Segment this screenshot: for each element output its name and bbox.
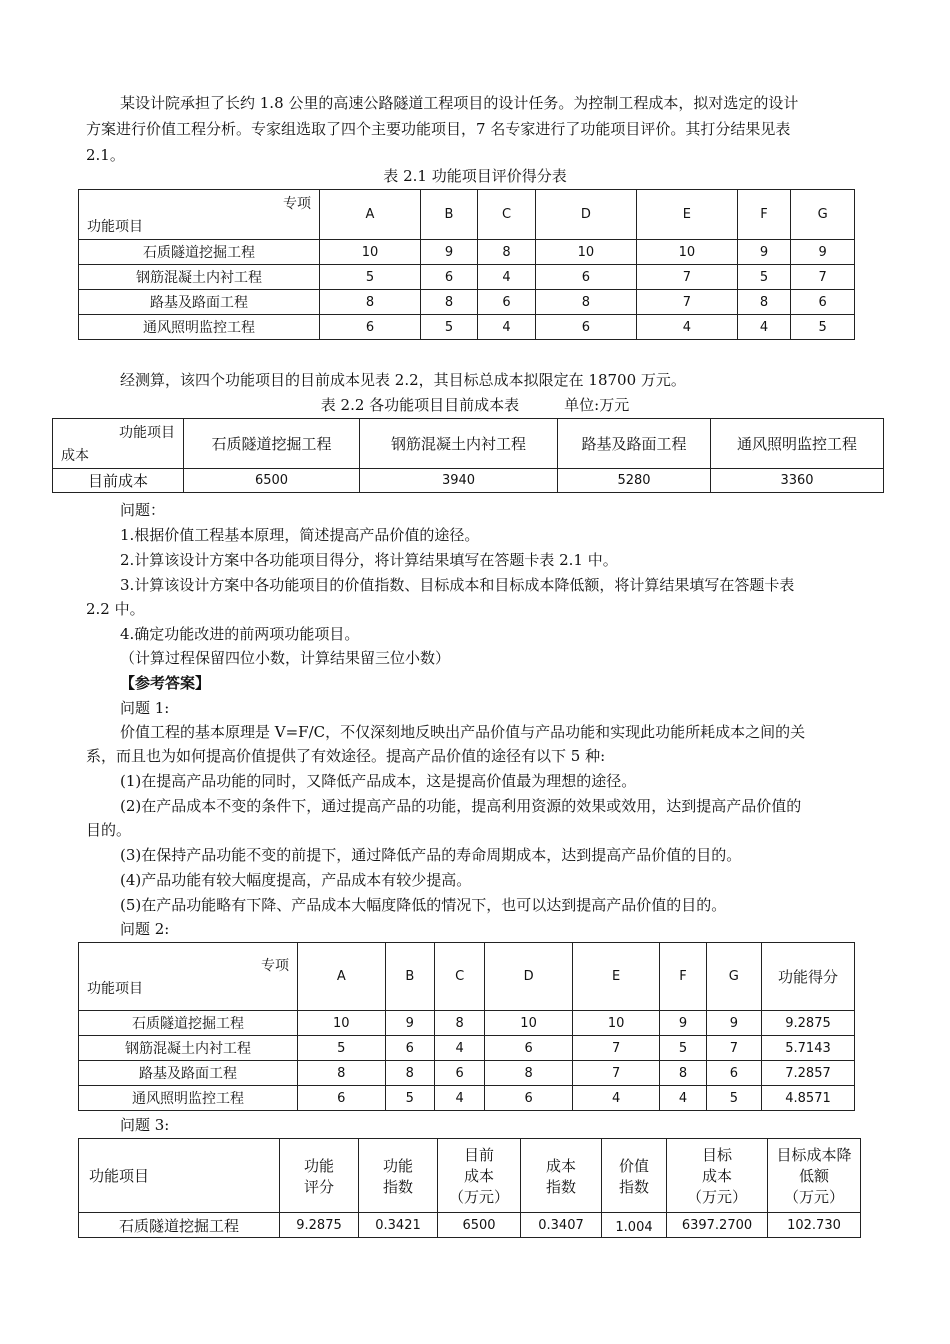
table4-header-cost-line: （万元） xyxy=(448,1188,509,1206)
table4-cell-reduction: 102.730 xyxy=(768,1213,861,1238)
answer-point-1: (1)在提高产品功能的同时，又降低产品成本，这是提高价值最为理想的途径。 xyxy=(120,772,637,790)
answer-point-4: (4)产品功能有较大幅度提高，产品成本有较少提高。 xyxy=(120,871,472,889)
table1-row-name: 通风照明监控工程 xyxy=(79,315,320,340)
table-row xyxy=(79,315,855,340)
table3-row-name: 路基及路面工程 xyxy=(79,1061,298,1086)
table4-row-name: 石质隧道挖掘工程 xyxy=(79,1213,280,1238)
table4-header-reduction-line: 目标成本降 xyxy=(776,1146,852,1164)
table1-cell: 6 xyxy=(420,265,477,290)
table3-row-name: 通风照明监控工程 xyxy=(79,1086,298,1111)
table1-cell: 8 xyxy=(420,290,477,315)
questions-title: 问题： xyxy=(120,501,166,519)
table1-cell: 6 xyxy=(535,265,636,290)
table3-cell: 9 xyxy=(385,1011,435,1036)
table3-total: 9.2875 xyxy=(762,1011,855,1036)
table3-cell: 6 xyxy=(298,1086,386,1111)
answer-1-line-1: 价值工程的基本原理是 V=F/C，不仅深刻地反映出产品价值与产品功能和实现此功能所耗成本之间的关 xyxy=(120,723,806,741)
table3-header-score: 功能得分 xyxy=(762,943,855,1011)
table4-cell-f-index: 0.3421 xyxy=(359,1213,438,1238)
table4-header-target-line: 目标 xyxy=(701,1146,732,1164)
table3-cell: 6 xyxy=(435,1061,485,1086)
table4-cell-c-index: 0.3407 xyxy=(521,1213,602,1238)
table2-header: 石质隧道挖掘工程 xyxy=(184,419,360,469)
table-row xyxy=(79,1036,855,1061)
table2-cell: 3360 xyxy=(711,469,884,493)
table3-cell: 4 xyxy=(435,1086,485,1111)
table1-row-name: 路基及路面工程 xyxy=(79,290,320,315)
table3-cell: 6 xyxy=(485,1086,573,1111)
table-row xyxy=(79,1011,855,1036)
table3-cell: 6 xyxy=(385,1036,435,1061)
table3-cell: 9 xyxy=(706,1011,761,1036)
answer-point-3: (3)在保持产品功能不变的前提下，通过降低产品的寿命周期成本，达到提高产品价值的目的。 xyxy=(120,846,742,864)
table4-header-target-line: 成本 xyxy=(701,1167,732,1185)
question-3-line-1: 3.计算该设计方案中各功能项目的价值指数、目标成本和目标成本降低额，将计算结果填写在答题卡表 xyxy=(120,576,795,594)
table-row xyxy=(79,1086,855,1111)
table3-cell: 5 xyxy=(385,1086,435,1111)
table1-cell: 4 xyxy=(737,315,790,340)
table1-header-expert: F xyxy=(737,190,790,240)
table4-header-score-line: 评分 xyxy=(303,1177,334,1196)
table4-header-cost xyxy=(438,1139,521,1213)
table4-header-target xyxy=(667,1139,768,1213)
table4-header-target-line: （万元） xyxy=(686,1188,747,1206)
table2-cell: 6500 xyxy=(184,469,360,493)
table2-header: 路基及路面工程 xyxy=(558,419,711,469)
table3-cell: 5 xyxy=(706,1086,761,1111)
table1-cell: 5 xyxy=(420,315,477,340)
table2-corner-bottom: 成本 xyxy=(61,448,89,464)
table4-value-analysis-table xyxy=(78,1138,861,1238)
table3-header-expert: B xyxy=(385,943,435,1011)
table1-cell: 6 xyxy=(478,290,536,315)
table1-cell: 6 xyxy=(791,290,855,315)
table1-cell: 4 xyxy=(636,315,737,340)
table1-header-expert: A xyxy=(320,190,421,240)
table2-caption: 表 2.2 各功能项目目前成本表 单位:万元 xyxy=(320,396,630,414)
table3-cell: 4 xyxy=(572,1086,660,1111)
table3-header-expert: C xyxy=(435,943,485,1011)
table4-header-cost-index-line: 指数 xyxy=(545,1177,576,1196)
table1-cell: 10 xyxy=(535,240,636,265)
table3-cell: 10 xyxy=(572,1011,660,1036)
table3-cell: 10 xyxy=(298,1011,386,1036)
table1-cell: 7 xyxy=(636,290,737,315)
table-row xyxy=(79,240,855,265)
table1-cell: 6 xyxy=(535,315,636,340)
table3-corner-bottom: 功能项目 xyxy=(87,981,143,997)
table1-cell: 4 xyxy=(478,265,536,290)
intro-line-1: 某设计院承担了长约 1.8 公里的高速公路隧道工程项目的设计任务。为控制工程成本，拟对选定的设计 xyxy=(120,94,799,112)
table3-cell: 7 xyxy=(572,1036,660,1061)
table4-cell-v-index: 1.004 xyxy=(602,1213,667,1238)
table4-header-cost-index xyxy=(521,1139,602,1213)
table3-cell: 8 xyxy=(298,1061,386,1086)
table4-header-cost-line: 目前 xyxy=(463,1146,494,1164)
table-row xyxy=(79,1213,861,1238)
table1-cell: 8 xyxy=(535,290,636,315)
table4-header-value-index-line: 价值 xyxy=(618,1156,649,1175)
table3-function-score-table xyxy=(78,942,855,1111)
table1-row-name: 钢筋混凝土内衬工程 xyxy=(79,265,320,290)
table3-cell: 10 xyxy=(485,1011,573,1036)
answer-1-line-2: 系，而且也为如何提高价值提供了有效途径。提高产品价值的途径有以下 5 种: xyxy=(86,747,606,765)
table3-row-name: 石质隧道挖掘工程 xyxy=(79,1011,298,1036)
table4-header-value-index xyxy=(602,1139,667,1213)
table3-total: 7.2857 xyxy=(762,1061,855,1086)
table2-cost-table xyxy=(52,418,884,493)
intro-line-2: 方案进行价值工程分析。专家组选取了四个主要功能项目，7 名专家进行了功能项目评价。其打分结果见表 xyxy=(86,120,791,138)
table3-corner-top: 专项 xyxy=(261,958,289,974)
table3-cell: 8 xyxy=(385,1061,435,1086)
table3-cell: 9 xyxy=(660,1011,706,1036)
table3-corner-cell xyxy=(79,943,298,1011)
table3-total: 4.8571 xyxy=(762,1086,855,1111)
question-1: 1.根据价值工程基本原理，简述提高产品价值的途径。 xyxy=(120,526,480,544)
table4-cell-cost: 6500 xyxy=(438,1213,521,1238)
table4-header-score xyxy=(280,1139,359,1213)
table3-cell: 7 xyxy=(572,1061,660,1086)
table1-cell: 5 xyxy=(737,265,790,290)
table4-header-reduction-line: （万元） xyxy=(783,1188,844,1206)
answer-2-title: 问题 2: xyxy=(120,920,170,938)
table-row xyxy=(79,290,855,315)
table4-cell-score: 9.2875 xyxy=(280,1213,359,1238)
table2-cell: 5280 xyxy=(558,469,711,493)
table1-cell: 8 xyxy=(320,290,421,315)
table4-cell-target: 6397.2700 xyxy=(667,1213,768,1238)
table1-cell: 9 xyxy=(791,240,855,265)
question-3-line-2: 2.2 中。 xyxy=(86,600,145,618)
table3-header-expert: G xyxy=(706,943,761,1011)
table1-cell: 8 xyxy=(737,290,790,315)
table1-cell: 5 xyxy=(791,315,855,340)
table3-cell: 5 xyxy=(660,1036,706,1061)
table1-cell: 6 xyxy=(320,315,421,340)
table3-header-expert: D xyxy=(485,943,573,1011)
table4-header-reduction-line: 低额 xyxy=(798,1167,829,1185)
table3-cell: 5 xyxy=(298,1036,386,1061)
table1-score-table xyxy=(78,189,855,340)
table4-header-item: 功能项目 xyxy=(79,1139,280,1213)
mid-text: 经测算，该四个功能项目的目前成本见表 2.2，其目标总成本拟限定在 18700 万元。 xyxy=(120,371,686,389)
table2-header: 钢筋混凝土内衬工程 xyxy=(360,419,558,469)
table1-caption: 表 2.1 功能项目评价得分表 xyxy=(383,167,567,185)
table1-header-expert: G xyxy=(791,190,855,240)
table3-cell: 4 xyxy=(660,1086,706,1111)
table4-header-reduction xyxy=(768,1139,861,1213)
table4-header-cost-line: 成本 xyxy=(463,1167,494,1185)
table1-corner-top: 专项 xyxy=(283,196,311,212)
table1-cell: 8 xyxy=(478,240,536,265)
table1-cell: 7 xyxy=(636,265,737,290)
table3-header-expert: F xyxy=(660,943,706,1011)
table3-cell: 8 xyxy=(435,1011,485,1036)
answer-1-title: 问题 1: xyxy=(120,699,170,717)
question-2: 2.计算该设计方案中各功能项目得分，将计算结果填写在答题卡表 2.1 中。 xyxy=(120,551,618,569)
answer-point-2-line-1: (2)在产品成本不变的条件下，通过提高产品的功能，提高利用资源的效果或效用，达到提高产品价值的 xyxy=(120,797,802,815)
table2-cell: 3940 xyxy=(360,469,558,493)
table3-cell: 7 xyxy=(706,1036,761,1061)
table3-cell: 6 xyxy=(706,1061,761,1086)
table1-header-expert: E xyxy=(636,190,737,240)
table3-cell: 6 xyxy=(485,1036,573,1061)
table1-cell: 9 xyxy=(420,240,477,265)
table1-row-name: 石质隧道挖掘工程 xyxy=(79,240,320,265)
table4-header-value-index-line: 指数 xyxy=(618,1177,649,1196)
table2-corner-top: 功能项目 xyxy=(119,425,175,441)
table4-header-score-line: 功能 xyxy=(303,1156,334,1175)
table-row xyxy=(53,469,884,493)
table2-row-label: 目前成本 xyxy=(53,469,184,493)
table4-header-index-line: 功能 xyxy=(382,1156,413,1175)
intro-line-3: 2.1。 xyxy=(86,146,125,164)
table-row xyxy=(79,265,855,290)
answer-point-5: (5)在产品功能略有下降、产品成本大幅度降低的情况下，也可以达到提高产品价值的目的。 xyxy=(120,896,727,914)
table3-cell: 8 xyxy=(660,1061,706,1086)
answer-3-title: 问题 3: xyxy=(120,1116,170,1134)
questions-note: （计算过程保留四位小数，计算结果留三位小数） xyxy=(120,649,451,667)
table4-header-cost-index-line: 成本 xyxy=(545,1156,576,1175)
answer-point-2-line-2: 目的。 xyxy=(86,821,132,839)
table3-header-expert: E xyxy=(572,943,660,1011)
table2-header: 通风照明监控工程 xyxy=(711,419,884,469)
table1-header-expert: B xyxy=(420,190,477,240)
table3-cell: 8 xyxy=(485,1061,573,1086)
table-row xyxy=(79,1061,855,1086)
table3-total: 5.7143 xyxy=(762,1036,855,1061)
table1-cell: 5 xyxy=(320,265,421,290)
answer-title: 【参考答案】 xyxy=(120,674,211,692)
table3-row-name: 钢筋混凝土内衬工程 xyxy=(79,1036,298,1061)
table3-cell: 4 xyxy=(435,1036,485,1061)
question-4: 4.确定功能改进的前两项功能项目。 xyxy=(120,625,360,643)
table1-cell: 7 xyxy=(791,265,855,290)
table3-header-expert: A xyxy=(298,943,386,1011)
table1-corner-bottom: 功能项目 xyxy=(87,219,143,235)
table2-corner-cell xyxy=(53,419,184,469)
table1-cell: 10 xyxy=(636,240,737,265)
table1-corner-cell xyxy=(79,190,320,240)
table1-cell: 9 xyxy=(737,240,790,265)
table4-header-index-line: 指数 xyxy=(382,1177,413,1196)
table1-header-expert: C xyxy=(478,190,536,240)
table1-header-expert: D xyxy=(535,190,636,240)
table1-cell: 4 xyxy=(478,315,536,340)
table4-header-index xyxy=(359,1139,438,1213)
table1-cell: 10 xyxy=(320,240,421,265)
